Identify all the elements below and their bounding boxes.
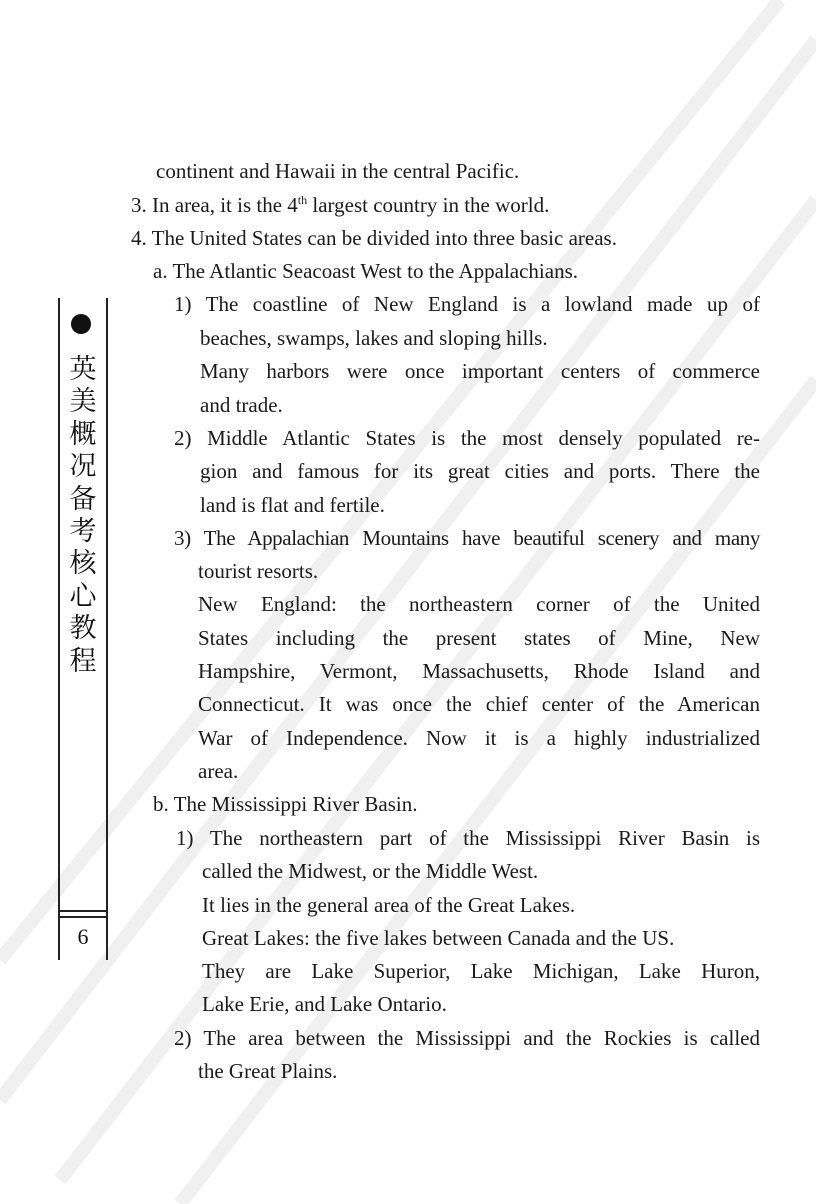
book-title: 英美概况备考核心教程 — [69, 354, 97, 677]
text-line: area. — [198, 759, 239, 783]
list-item: 4. The United States can be divided into three basic areas. — [131, 226, 617, 250]
text-line: States including the present states of Mine, New — [198, 626, 760, 650]
text-line: called the Midwest, or the Middle West. — [202, 859, 539, 883]
sidebar — [58, 298, 108, 960]
list-item: 3) The Appalachian Mountains have beautiful scenery and many — [174, 526, 760, 550]
text-line: beaches, swamps, lakes and sloping hills. — [200, 326, 548, 350]
text-line: continent and Hawaii in the central Pacific. — [156, 159, 520, 183]
text-line: Great Lakes: the five lakes between Canada and the US. — [202, 926, 675, 950]
list-item: 3. In area, it is the 4th largest country in the world. — [131, 193, 550, 217]
text-line: War of Independence. Now it is a highly industrialized — [198, 726, 760, 750]
text-line: They are Lake Superior, Lake Michigan, Lake Huron, — [202, 959, 760, 983]
text-line: and trade. — [200, 393, 283, 417]
text-line: the Great Plains. — [198, 1059, 338, 1083]
list-item: 1) The northeastern part of the Mississippi River Basin is — [176, 826, 760, 850]
list-item: 1) The coastline of New England is a lowland made up of — [174, 292, 760, 316]
list-item: a. The Atlantic Seacoast West to the Appalachians. — [153, 259, 579, 283]
text-line: Many harbors were once important centers of commerce — [200, 359, 760, 383]
page-number: 6 — [77, 924, 89, 949]
list-item: b. The Mississippi River Basin. — [153, 792, 418, 816]
text-line: Hampshire, Vermont, Massachusetts, Rhode Island and — [198, 659, 760, 683]
list-item: 2) The area between the Mississippi and the Rockies is called — [174, 1026, 760, 1050]
bullet-dot-icon — [71, 314, 91, 334]
text-line: land is flat and fertile. — [200, 493, 385, 517]
text-line: Connecticut. It was once the chief center of the American — [198, 692, 760, 716]
divider — [60, 910, 106, 912]
list-item: 2) Middle Atlantic States is the most densely populated re- — [174, 426, 760, 450]
text-line: tourist resorts. — [198, 559, 319, 583]
text-line: New England: the northeastern corner of the United — [198, 592, 760, 616]
text-line: Lake Erie, and Lake Ontario. — [202, 992, 447, 1016]
divider — [60, 916, 106, 918]
text-line: It lies in the general area of the Great Lakes. — [202, 893, 576, 917]
text-line: gion and famous for its great cities and ports. There the — [200, 459, 760, 483]
